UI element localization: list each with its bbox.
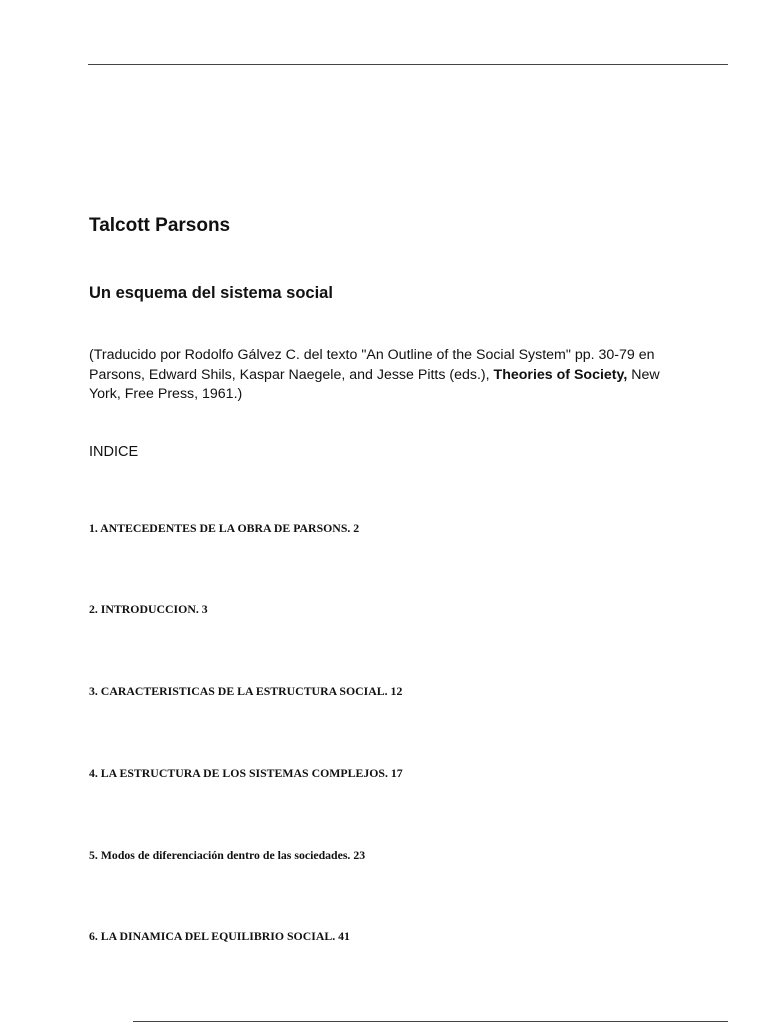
citation-publisher: New York, Free Press, 1961.) (89, 366, 660, 402)
toc-entry-5[interactable]: 5. Modos de diferenciación dentro de las sociedades. 23 (89, 848, 366, 862)
author-name: Talcott Parsons (89, 215, 231, 236)
citation-text: (Traducido por Rodolfo Gálvez C. del texto "An Outline of the Social System" pp. 30-79 en Parsons, Edward Shils, Kaspar Naegele, and Jesse Pitts (eds.), (89, 347, 655, 383)
toc-entry-1[interactable]: 1. ANTECEDENTES DE LA OBRA DE PARSONS. 2 (89, 521, 360, 535)
footer-rule (133, 1021, 728, 1022)
toc-entry-2[interactable]: 2. INTRODUCCION. 3 (89, 602, 208, 616)
toc-entry-3[interactable]: 3. CARACTERISTICAS DE LA ESTRUCTURA SOCIAL. 12 (89, 684, 403, 698)
index-heading: INDICE (89, 444, 139, 460)
toc-entry-6[interactable]: 6. LA DINAMICA DEL EQUILIBRIO SOCIAL. 41 (89, 929, 350, 943)
toc-entry-4[interactable]: 4. LA ESTRUCTURA DE LOS SISTEMAS COMPLEJOS. 17 (89, 766, 403, 780)
header-rule (88, 64, 728, 65)
document-title: Un esquema del sistema social (89, 284, 333, 302)
translation-citation (89, 346, 669, 405)
citation-book-title: Theories of Society, (493, 366, 628, 383)
